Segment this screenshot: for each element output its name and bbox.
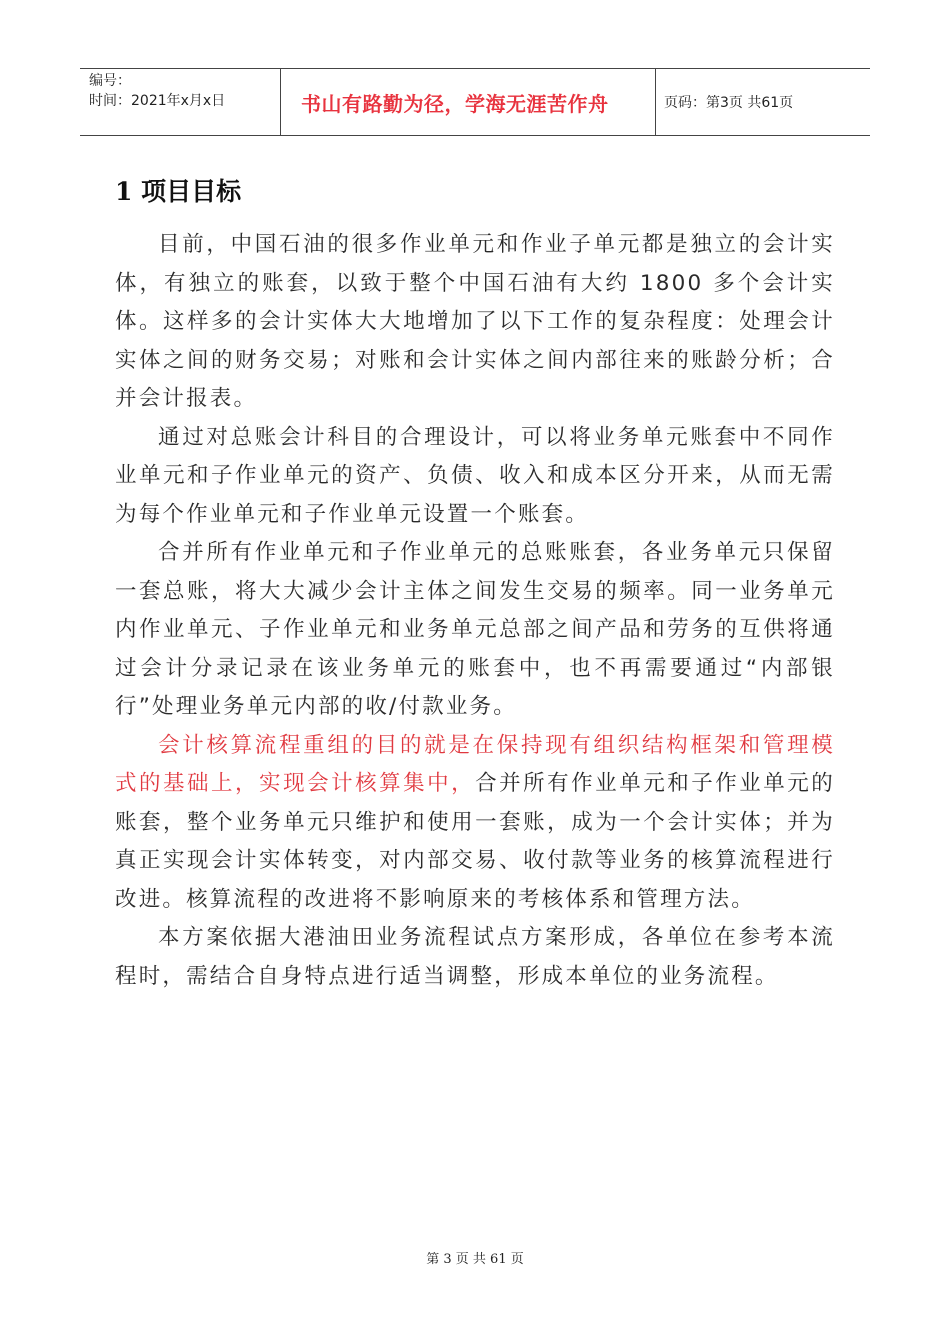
section-heading: 1 项目目标: [115, 177, 242, 206]
header-page-info: 页码：第3页 共61页: [664, 95, 794, 111]
paragraph-4-rest: 合并所有作业单元和子作业单元的账套，整个业务单元只维护和使用一套账，成为一个会计实体；并为真正实现会计实体转变，对内部交易、收付款等业务的核算流程进行改进。核算流程的改进将不影响原来的考核体系和管理方法。: [115, 771, 835, 912]
paragraph-3: 合并所有作业单元和子作业单元的总账账套，各业务单元只保留一套总账，将大大减少会计主体之间发生交易的频率。同一业务单元内作业单元、子作业单元和业务单元总部之间产品和劳务的互供将通过会计分录记录在该业务单元的账套中，也不再需要通过“内部银行”处理业务单元内部的收/付款业务。: [115, 540, 835, 719]
page-header: [80, 68, 870, 136]
header-meta: [80, 69, 281, 135]
body-text: [115, 226, 835, 996]
document-date: 时间：2021年x月x日: [89, 93, 226, 109]
header-motto: 书山有路勤为径，学海无涯苦作舟: [281, 69, 656, 135]
page-footer: 第 3 页 共 61 页: [426, 1252, 524, 1267]
document-number-label: 编号：: [89, 73, 131, 89]
paragraph-2: 通过对总账会计科目的合理设计，可以将业务单元账套中不同作业单元和子作业单元的资产、负债、收入和成本区分开来，从而无需为每个作业单元和子作业单元设置一个账套。: [115, 424, 835, 527]
paragraph-4: [115, 727, 835, 920]
paragraph-5: 本方案依据大港油田业务流程试点方案形成，各单位在参考本流程时，需结合自身特点进行适当调整，形成本单位的业务流程。: [115, 925, 835, 989]
paragraph-4-highlight: 会计核算流程重组的目的就是在保持现有组织结构框架和管理模式的基础上，实现会计核算集中，: [115, 732, 835, 796]
paragraph-1: 目前，中国石油的很多作业单元和作业子单元都是独立的会计实体，有独立的账套，以致于整个中国石油有大约 1800 多个会计实体。这样多的会计实体大大地增加了以下工作的复杂程度：处理会计实体之间的财务交易；对账和会计实体之间内部往来的账龄分析；合并会计报表。: [115, 232, 835, 411]
